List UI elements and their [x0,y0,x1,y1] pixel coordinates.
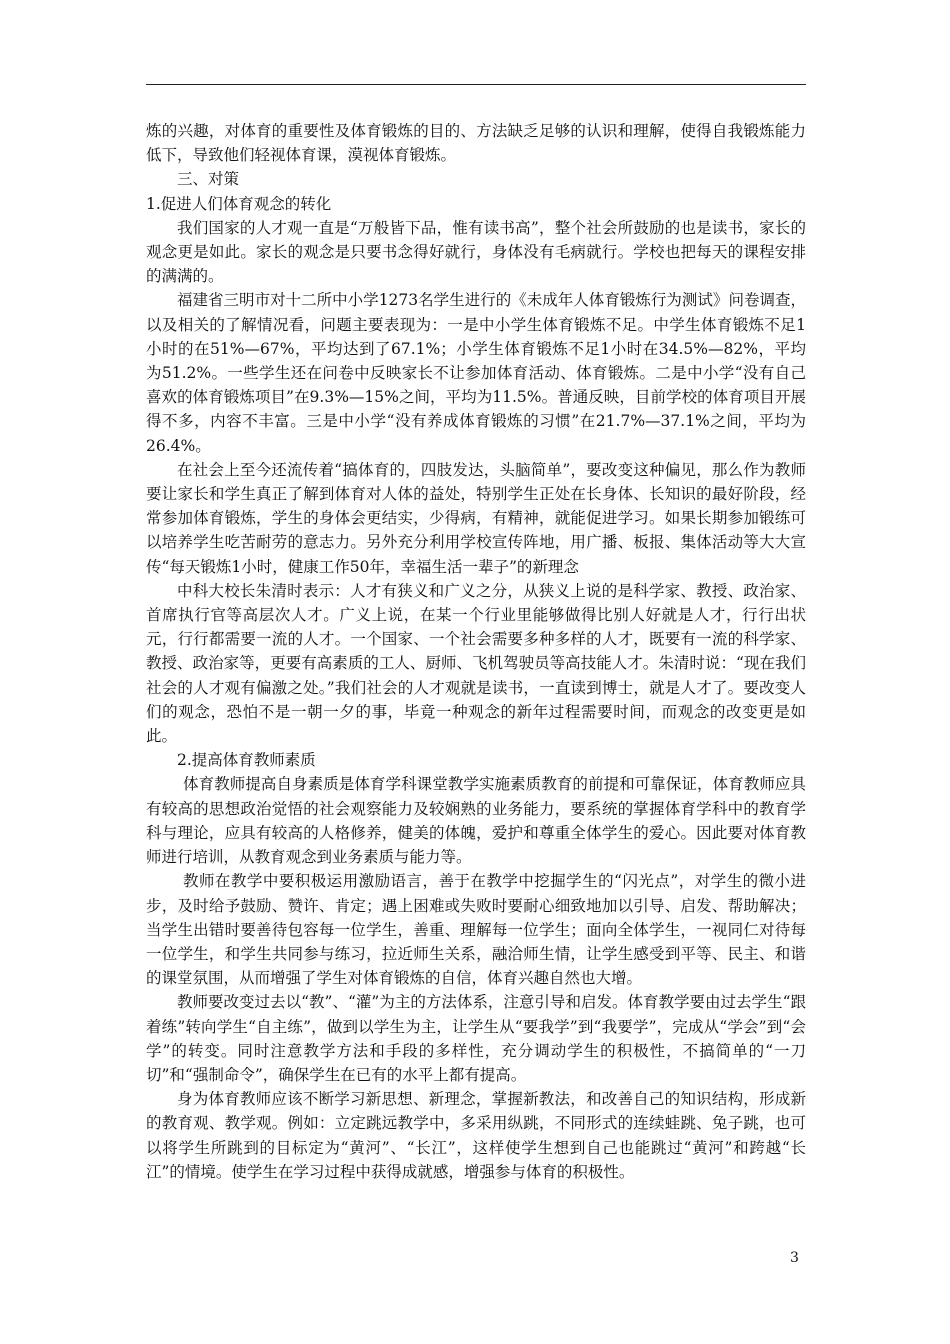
paragraph-methods: 教师要改变过去以“教”、“灌”为主的方法体系，注意引导和启发。体育教学要由过去学生“跟着练”转向学生“自主练”，做到以学生为主，让学生从“要我学”到“我要学”，完成从“学会”到“会学”的转变。同时注意教学方法和手段的多样性，充分调动学生的积极性，不搞简单的“一刀切”和“强制命令”，确保学生在已有的水平上都有提高。 [146,993,806,1084]
paragraph-teacher-quality: 体育教师提高自身素质是体育学科课堂教学实施素质教育的前提和可靠保证，体育教师应具有较高的思想政治觉悟的社会观察能力及较娴熟的业务能力，要系统的掌握体育学科中的教育学科与理论，应具有较高的人格修养，健美的体魄，爱护和尊重全体学生的爱心。因此要对体育教师进行培训，从教育观念到业务素质与能力等。 [146,775,806,867]
paragraph-encouragement: 教师在教学中要积极运用激励语言，善于在教学中挖掘学生的“闪光点”，对学生的微小进步，及时给予鼓励、赞许、肯定；遇上困难或失败时要耐心细致地加以引导、启发、帮助解决；当学生出错时要善待包容每一位学生，善重、理解每一位学生；面向全体学生，一视同仁对待每一位学生，和学生共同参与练习，拉近师生关系，融洽师生情，让学生感受到平等、民主、和谐的课堂氛围，从而增强了学生对体育锻炼的自信，体育兴趣自然也大增。 [146,872,806,988]
subheading-2: 2.提高体育教师素质 [177,751,316,770]
header-rule [146,84,806,85]
paragraph-new-ideas: 身为体育教师应该不断学习新思想、新理念，掌握新教法，和改善自己的知识结构，形成新的教育观、教学观。例如：立定跳远教学中，多采用纵跳，不同形式的连续蛙跳、兔子跳，也可以将学生所跳到的目标定为“黄河”、“长江”，这样使学生想到自己也能跳过“黄河”和跨越“长江”的情境。使学生在学习过程中获得成就感，增强参与体育的积极性。 [146,1090,806,1181]
paragraph-continuation: 炼的兴趣，对体育的重要性及体育锻炼的目的、方法缺乏足够的认识和理解，使得自我锻炼能力低下，导致他们轻视体育课，漠视体育锻炼。 [146,122,806,165]
paragraph-survey: 福建省三明市对十二所中小学1273名学生进行的《未成年人体育锻炼行为测试》问卷调查，以及相关的了解情况看，问题主要表现为：一是中小学生体育锻炼不足。中学生体育锻炼不足1小时的在51%—67%，平均达到了67.1%；小学生体育锻炼不足1小时在34.5%—82%，平均为51.2%。一些学生还在问卷中反映家长不让参加体育活动、体育锻炼。二是中小学“没有自己喜欢的体育锻炼项目”在9.3%—15%之间，平均为11.5%。普通反映，目前学校的体育项目开展得不多，内容不丰富。三是中小学“没有养成体育锻炼的习惯”在21.7%—37.1%之间，平均为26.4%。 [146,291,806,455]
document-body [146,119,806,1184]
paragraph-zhu-qingshi: 中科大校长朱清时表示：人才有狭义和广义之分，从狭义上说的是科学家、教授、政治家、首席执行官等高层次人才。广义上说，在某一个行业里能够做得比别人好就是人才，行行出状元，行行都需要一流的人才。一个国家、一个社会需要多种多样的人才，既要有一流的科学家、教授、政治家等，更要有高素质的工人、厨师、飞机驾驶员等高技能人才。朱清时说：“现在我们社会的人才观有偏激之处。”我们社会的人才观就是读书，一直读到博士，就是人才了。要改变人们的观念，恐怕不是一朝一夕的事，毕竟一种观念的新年过程需要时间，而观念的改变更是如此。 [146,581,806,746]
paragraph-prejudice: 在社会上至今还流传着“搞体育的，四肢发达，头脑简单”，要改变这种偏见，那么作为教师要让家长和学生真正了解到体育对人体的益处，特别学生正处在长身体、长知识的最好阶段，经常参加体育锻炼，学生的身体会更结实，少得病，有精神，就能促进学习。如果长期参加锻练可以培养学生吃苦耐劳的意志力。另外充分利用学校宣传阵地，用广播、板报、集体活动等大大宣传“每天锻炼1小时，健康工作50年，幸福生活一辈子”的新理念 [146,460,806,576]
page-number: 3 [790,1250,799,1266]
subheading-1: 1.促进人们体育观念的转化 [146,194,332,213]
section-heading-countermeasures: 三、对策 [177,170,240,189]
paragraph-talent-view: 我们国家的人才观一直是“万般皆下品，惟有读书高”，整个社会所鼓励的也是读书，家长的观念更是如此。家长的观念是只要书念得好就行，身体没有毛病就行。学校也把每天的课程安排的满满的。 [146,218,806,286]
